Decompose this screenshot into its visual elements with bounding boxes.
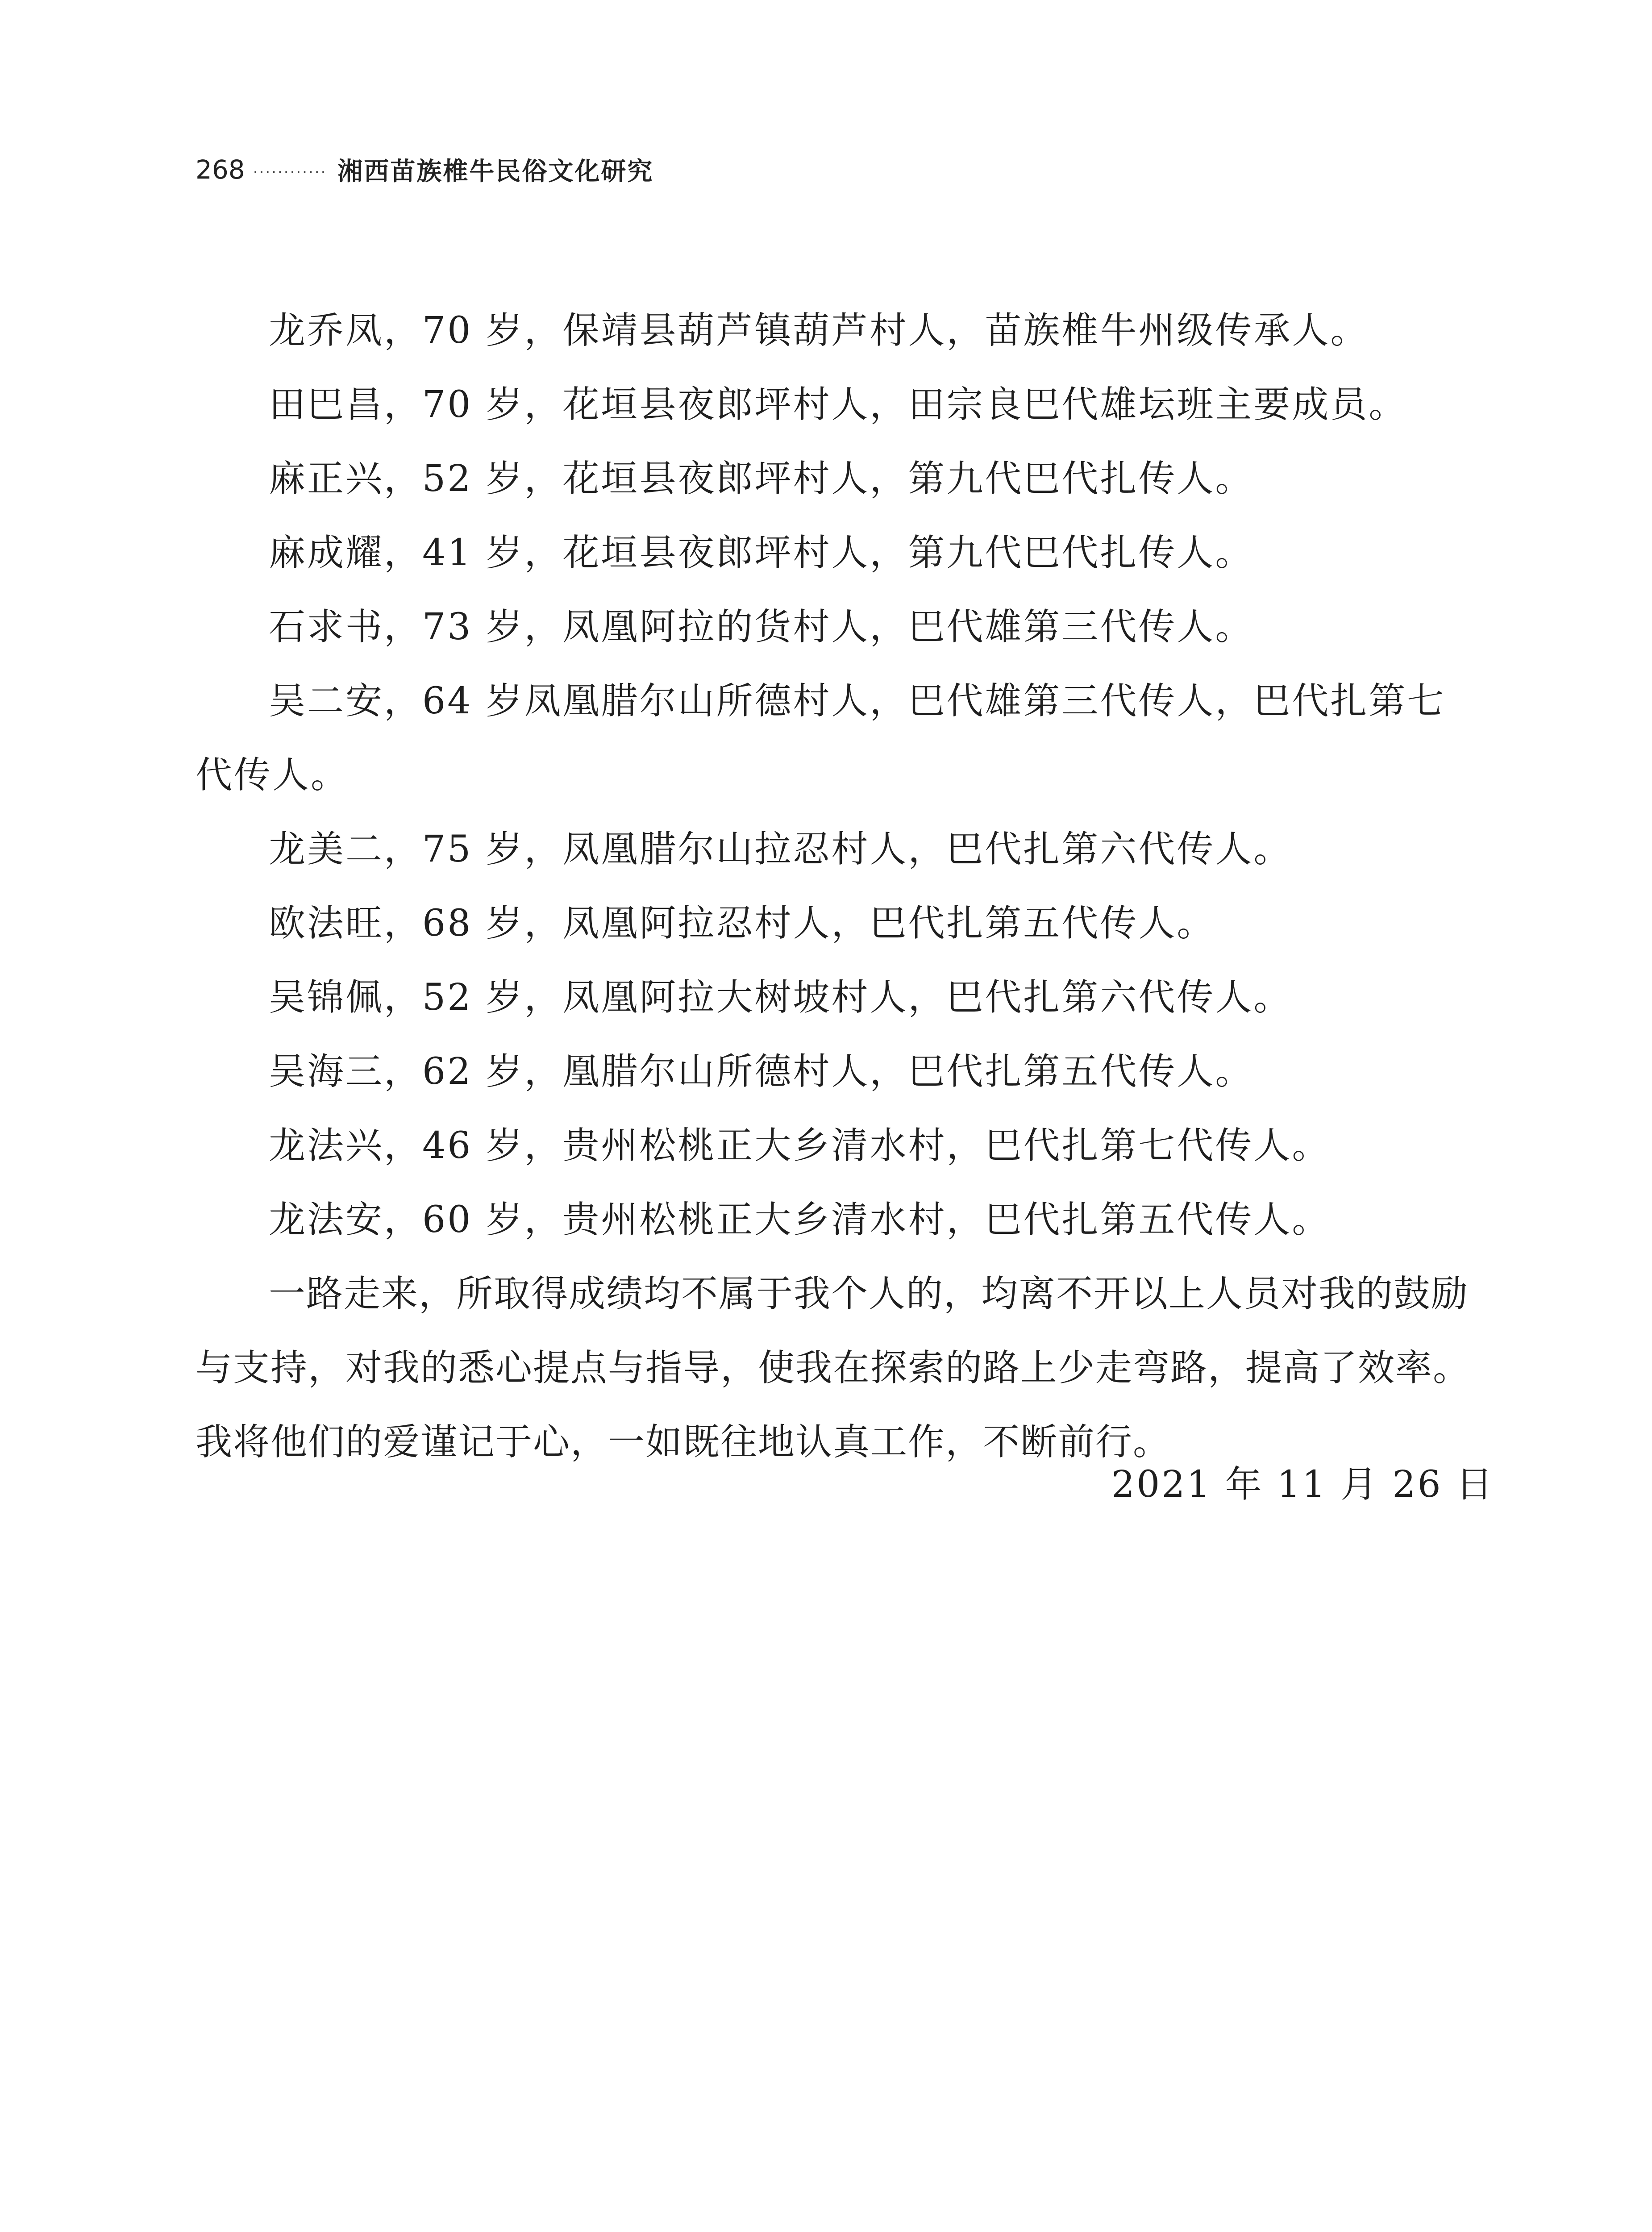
person-entry-8: 欧法旺，68 岁，凤凰阿拉忍村人，巴代扎第五代传人。 bbox=[269, 902, 1215, 945]
person-entry-4: 麻成耀，41 岁，花垣县夜郎坪村人，第九代巴代扎传人。 bbox=[269, 532, 1254, 574]
person-entry-6: 吴二安，64 岁凤凰腊尔山所德村人，巴代雄第三代传人，巴代扎第七代传人。 bbox=[196, 680, 1446, 796]
person-entry-1: 龙乔凤，70 岁，保靖县葫芦镇葫芦村人，苗族椎牛州级传承人。 bbox=[269, 309, 1369, 352]
person-entry-11: 龙法兴，46 岁，贵州松桃正大乡清水村，巴代扎第七代传人。 bbox=[269, 1124, 1331, 1167]
person-entry-7: 龙美二，75 岁，凤凰腊尔山拉忍村人，巴代扎第六代传人。 bbox=[269, 828, 1292, 870]
page-header bbox=[196, 150, 653, 190]
acknowledgment-text bbox=[196, 294, 1472, 1479]
person-entry-10: 吴海三，62 岁，凰腊尔山所德村人，巴代扎第五代传人。 bbox=[269, 1050, 1254, 1093]
running-title: 湘西苗族椎牛民俗文化研究 bbox=[337, 157, 654, 186]
page-number: 268 bbox=[196, 154, 245, 185]
header-leader-dots: ············ bbox=[253, 163, 327, 181]
person-entry-2: 田巴昌，70 岁，花垣县夜郎坪村人，田宗良巴代雄坛班主要成员。 bbox=[269, 383, 1407, 426]
person-entry-12: 龙法安，60 岁，贵州松桃正大乡清水村，巴代扎第五代传人。 bbox=[269, 1199, 1331, 1241]
person-entry-9: 吴锦佩，52 岁，凤凰阿拉大树坡村人，巴代扎第六代传人。 bbox=[269, 976, 1292, 1019]
closing-paragraph: 一路走来，所取得成绩均不属于我个人的，均离不开以上人员对我的鼓励与支持，对我的悉心提点与指导，使我在探索的路上少走弯路，提高了效率。我将他们的爱谨记于心，一如既往地认真工作，不断前行。 bbox=[196, 1273, 1471, 1463]
person-entry-3: 麻正兴，52 岁，花垣县夜郎坪村人，第九代巴代扎传人。 bbox=[269, 458, 1254, 500]
signature-date: 2021 年 11 月 26 日 bbox=[1111, 1463, 1494, 1506]
person-entry-5: 石求书，73 岁，凤凰阿拉的货村人，巴代雄第三代传人。 bbox=[269, 606, 1254, 648]
